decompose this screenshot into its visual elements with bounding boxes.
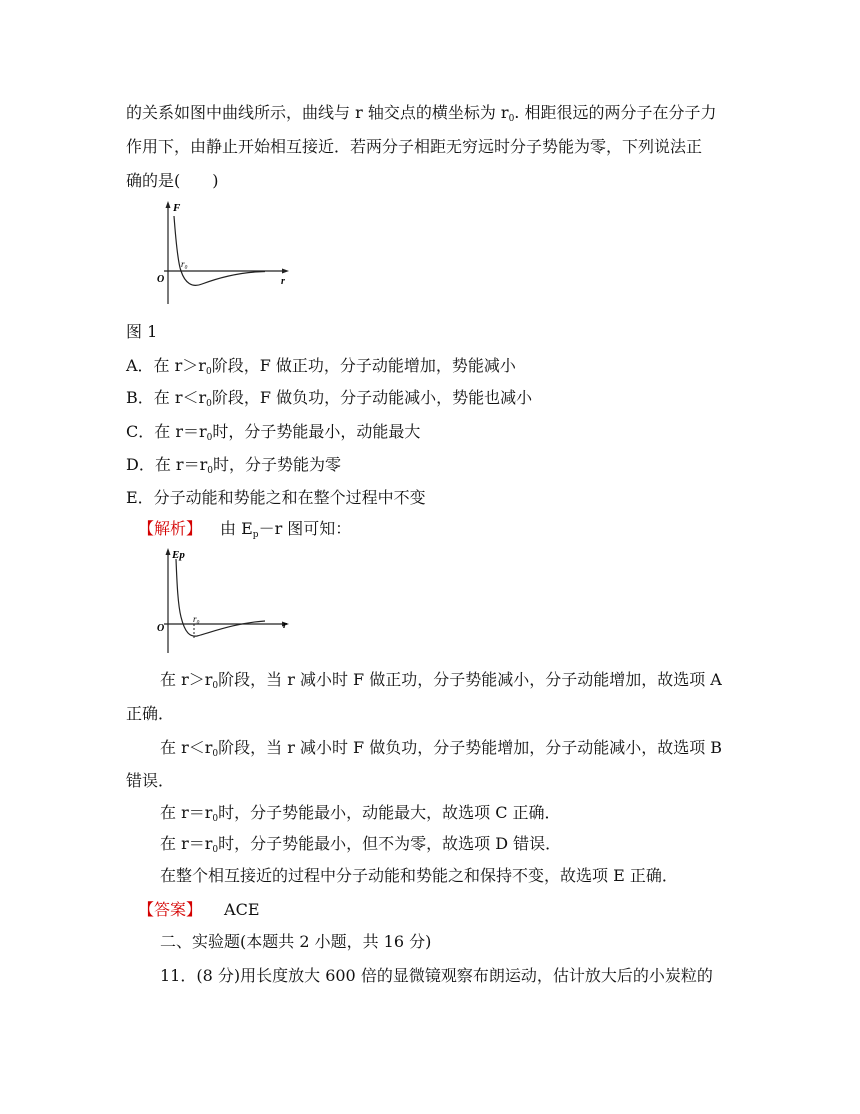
section-heading: 二、实验题(本题共 2 小题，共 16 分)	[160, 932, 432, 951]
explanation-p5: 在整个相互接近的过程中分子动能和势能之和保持不变，故选项 E 正确．	[160, 866, 678, 885]
answer-tag: 【答案】	[138, 900, 203, 919]
force-distance-figure	[150, 198, 300, 308]
potential-energy-figure	[150, 545, 300, 657]
f-axis-label: F	[173, 202, 181, 214]
intro-line-3: 确的是( )	[126, 171, 219, 190]
question-11: 11．(8 分)用长度放大 600 倍的显微镜观察布朗运动，估计放大后的小炭粒的	[160, 966, 713, 985]
y-axis-arrow	[166, 548, 171, 555]
x-axis-arrow	[282, 269, 289, 274]
explanation-p1: 在 $r>r_0$阶段，当 r 减小时 F 做正功，分子势能减小，分子动能增加，故选项 A	[160, 670, 722, 691]
answer-line	[138, 900, 260, 920]
r0-label: r₀	[181, 259, 188, 269]
origin-label: O	[157, 623, 165, 634]
explanation-p1-cont: 正确．	[126, 704, 175, 723]
explanation-p2: 在 $r<r_0$阶段，当 r 减小时 F 做负功，分子势能增加，分子动能减小，故选项 B	[160, 738, 723, 759]
explanation-p2-cont: 错误．	[126, 771, 175, 790]
option-b: B．在 $r<r_0$阶段，F 做负功，分子动能减小，势能也减小	[126, 388, 533, 409]
intro-line-1: 的关系如图中曲线所示，曲线与 r 轴交点的横坐标为 $r_0$. 相距很远的两分子在分子力	[126, 103, 717, 124]
ep-axis-label: Ep	[172, 549, 185, 561]
y-axis-arrow	[166, 201, 171, 208]
option-a: A．在 $r>r_0$阶段，F 做正功，分子动能增加，势能减小	[126, 356, 516, 377]
force-curve	[174, 216, 265, 285]
intro-line-2: 作用下，由静止开始相互接近．若两分子相距无穷远时分子势能为零，下列说法正	[126, 137, 703, 156]
answer-value: ACE	[224, 900, 260, 919]
r0-label: r₀	[193, 614, 200, 624]
option-e: E．分子动能和势能之和在整个过程中不变	[126, 488, 426, 507]
explanation-p3: 在 $r=r_0$时，分子势能最小，动能最大，故选项 C 正确．	[160, 803, 561, 824]
r-axis-label: r	[281, 276, 285, 287]
origin-label: O	[157, 274, 165, 285]
r-axis-label: r	[283, 620, 287, 631]
analysis-line: 【解析】 由 $E_p-r$ 图可知：	[138, 519, 352, 540]
figure-caption: 图 1	[126, 322, 158, 341]
analysis-tag: 【解析】	[138, 519, 203, 538]
option-d: D．在 $r=r_0$时，分子势能为零	[126, 455, 341, 476]
explanation-p4: 在 $r=r_0$时，分子势能最小，但不为零，故选项 D 错误．	[160, 834, 562, 855]
option-c: C．在 $r=r_0$时，分子势能最小，动能最大	[126, 422, 421, 443]
